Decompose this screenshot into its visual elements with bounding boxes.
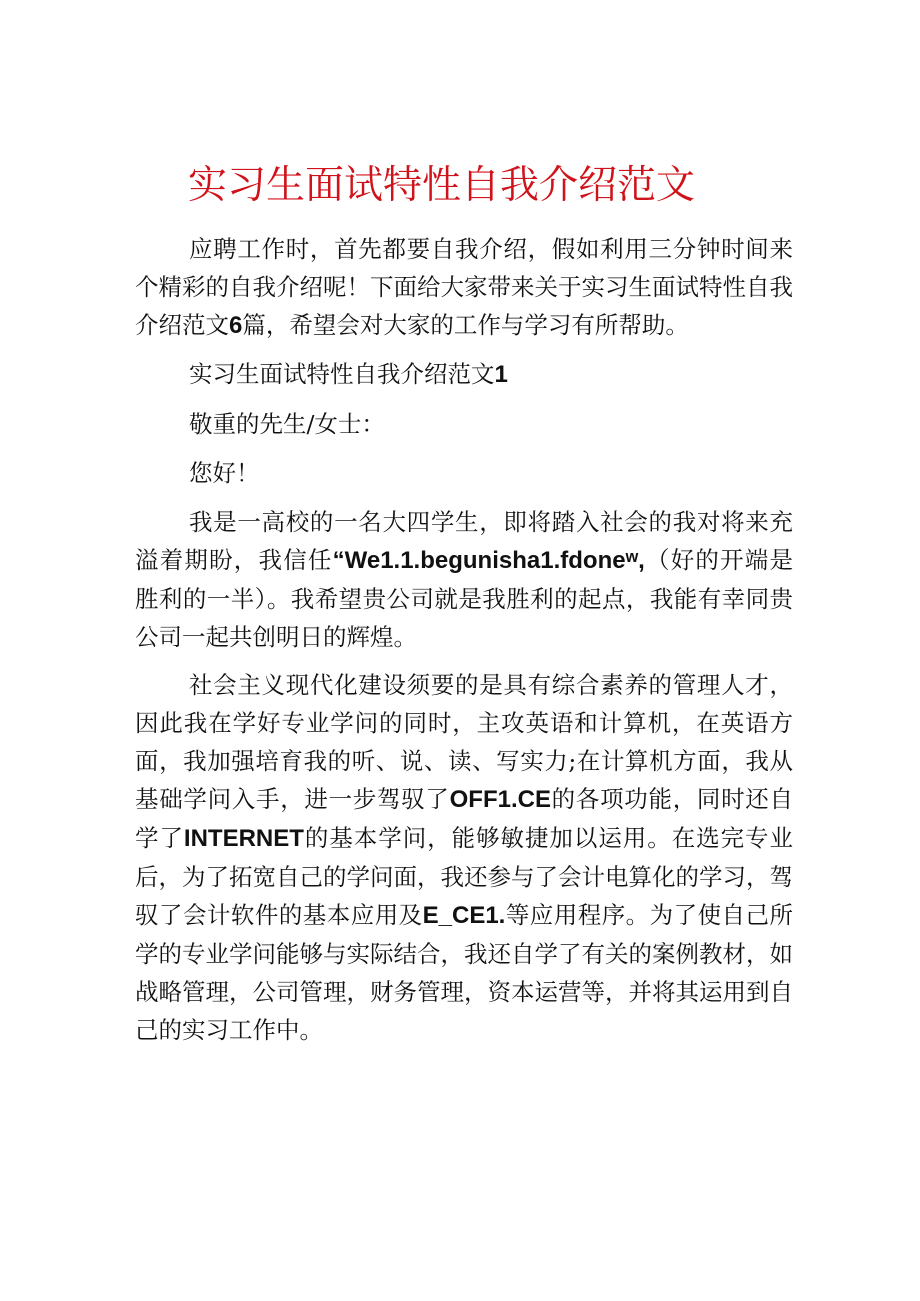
salutation: 敬重的先生/女士： <box>189 410 385 438</box>
para1-quote: “We1.1.begunisha1.fdoneʷ, <box>332 547 645 574</box>
para2-text-4: 等应用程序。为了使自己所学的专业学问能够与实际结合，我还自学了有关的案例教材，如战略管理，公司管理，财务管理，资本运营等，并将其运用到自己的实习工作中。 <box>135 901 793 1044</box>
intro-paragraph <box>135 230 793 345</box>
para2-bold-internet: INTERNET <box>183 825 304 852</box>
intro-count: 6 <box>229 312 243 339</box>
section-heading-number: 1 <box>494 361 508 388</box>
document-body <box>135 230 793 1059</box>
section-heading <box>135 355 793 394</box>
para2-text-1: 社会主义现代化建设须要的是具有综合素养的管理人才，因此我在学好专业学问的同时，主攻英语和计算机，在英语方面，我加强培育我的听、说、读、写实力;在计算机方面，我从基础学问入手，进一步驾驭了 <box>135 671 793 813</box>
para2-bold-excel: E_CE1. <box>422 902 506 929</box>
document-title: 实习生面试特性自我介绍范文 <box>188 163 696 208</box>
para1-text-2: （好的开端是胜利的一半）。我希望贵公司就是我胜利的起点，我能有幸同贵公司一起共创明日的辉煌。 <box>135 546 794 651</box>
section-heading-text: 实习生面试特性自我介绍范文 <box>189 360 495 388</box>
intro-text-1: 应聘工作时，首先都要自我介绍，假如利用三分钟时间来个精彩的自我介绍呢！下面给大家带来关于实习生面试特性自我介绍范文 <box>135 235 793 339</box>
para2-text-2: 的各项功能，同时还自学了 <box>135 785 794 852</box>
body-paragraph-2 <box>135 666 793 1049</box>
para2-bold-office: OFF1.CE <box>449 786 551 813</box>
greeting: 您好！ <box>189 459 260 487</box>
body-paragraph-1 <box>135 503 793 656</box>
para2-text-3: 的基本学问，能够敏捷加以运用。在选完专业后，为了拓宽自己的学问面，我还参与了会计电算化的学习，驾驭了会计软件的基本应用及 <box>135 824 794 929</box>
intro-text-2: 篇，希望会对大家的工作与学习有所帮助。 <box>242 311 689 339</box>
para1-text-1: 我是一高校的一名大四学生，即将踏入社会的我对将来充溢着期盼，我信任 <box>135 508 793 574</box>
